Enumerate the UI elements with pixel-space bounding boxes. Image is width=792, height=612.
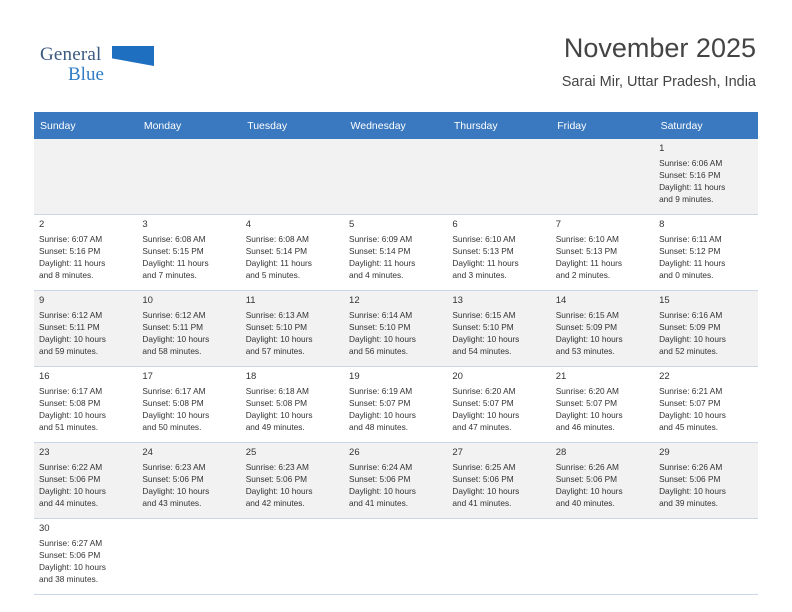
day-detail-line: Sunset: 5:06 PM	[452, 474, 514, 485]
weekday-header-saturday: Saturday	[654, 112, 757, 139]
day-detail-line: Daylight: 10 hours	[39, 562, 106, 573]
calendar-week-row	[34, 519, 758, 595]
calendar-day-cell[interactable]	[447, 443, 550, 519]
day-detail-line: and 3 minutes.	[452, 269, 507, 280]
day-detail-line: Sunset: 5:06 PM	[142, 474, 204, 485]
day-detail-line: Sunset: 5:11 PM	[142, 322, 204, 333]
calendar-empty-cell	[34, 139, 137, 215]
day-detail-line: and 40 minutes.	[555, 497, 615, 508]
day-detail-line: and 7 minutes.	[142, 269, 197, 280]
day-detail-line: Daylight: 10 hours	[659, 334, 726, 345]
location-subtitle: Sarai Mir, Uttar Pradesh, India	[561, 73, 756, 90]
calendar-day-cell[interactable]	[654, 367, 757, 443]
calendar-day-cell[interactable]	[654, 139, 757, 215]
calendar-day-cell[interactable]	[34, 291, 137, 367]
day-detail-line: Sunrise: 6:21 AM	[659, 386, 723, 397]
day-detail-line: Sunrise: 6:12 AM	[39, 310, 103, 321]
day-number: 11	[245, 295, 256, 306]
day-detail-line: Daylight: 11 hours	[659, 182, 726, 193]
day-detail-line: Sunset: 5:09 PM	[659, 322, 721, 333]
calendar-empty-cell	[654, 519, 757, 595]
day-detail-line: and 42 minutes.	[245, 497, 305, 508]
day-detail-line: Sunset: 5:15 PM	[142, 246, 204, 257]
day-detail-line: Sunset: 5:08 PM	[39, 398, 101, 409]
calendar-week-row	[34, 215, 758, 291]
day-detail-line: and 4 minutes.	[349, 269, 404, 280]
day-detail-line: Sunset: 5:06 PM	[659, 474, 721, 485]
day-detail-line: Sunset: 5:06 PM	[245, 474, 308, 485]
day-detail-line: Sunrise: 6:11 AM	[659, 234, 722, 245]
general-blue-logo	[40, 44, 160, 92]
day-detail-line: Sunrise: 6:19 AM	[349, 386, 413, 397]
day-detail-line: Daylight: 10 hours	[452, 410, 520, 421]
day-detail-line: Sunrise: 6:23 AM	[245, 462, 309, 473]
calendar-empty-cell	[447, 519, 550, 595]
day-detail-line: and 58 minutes.	[142, 345, 202, 356]
day-detail-line: and 8 minutes.	[39, 269, 94, 280]
day-detail-line: Sunrise: 6:18 AM	[245, 386, 309, 397]
day-number: 8	[659, 219, 665, 230]
day-detail-line: and 0 minutes.	[659, 269, 714, 280]
day-number: 21	[555, 371, 567, 382]
day-detail-line: and 2 minutes.	[555, 269, 611, 280]
calendar-day-cell[interactable]	[447, 291, 550, 367]
day-detail-line: Daylight: 11 hours	[245, 258, 312, 269]
day-detail-line: Sunrise: 6:17 AM	[142, 386, 206, 397]
day-detail-line: Daylight: 10 hours	[659, 486, 726, 497]
day-detail-line: and 43 minutes.	[142, 497, 202, 508]
day-detail-line: Sunrise: 6:10 AM	[452, 234, 516, 245]
day-detail-line: Sunrise: 6:13 AM	[245, 310, 309, 321]
weekday-header-wednesday: Wednesday	[344, 112, 447, 139]
day-detail-line: Daylight: 11 hours	[452, 258, 519, 269]
day-number: 24	[142, 447, 153, 458]
calendar-week-row	[34, 291, 758, 367]
calendar-empty-cell	[344, 139, 447, 215]
day-number: 20	[452, 371, 463, 382]
day-detail-line: Sunset: 5:13 PM	[452, 246, 514, 257]
day-detail-line: and 51 minutes.	[39, 421, 99, 432]
day-detail-line: Sunset: 5:13 PM	[555, 246, 618, 257]
day-detail-line: and 39 minutes.	[659, 497, 719, 508]
day-detail-line: Sunrise: 6:26 AM	[659, 462, 723, 473]
calendar-week-row	[34, 367, 758, 443]
day-detail-line: and 38 minutes.	[39, 573, 99, 584]
day-detail-line: Daylight: 10 hours	[245, 334, 313, 345]
day-number: 6	[452, 219, 458, 230]
day-detail-line: Daylight: 10 hours	[245, 486, 313, 497]
day-detail-line: and 56 minutes.	[349, 345, 409, 356]
day-detail-line: and 53 minutes.	[555, 345, 615, 356]
day-detail-line: Sunset: 5:14 PM	[245, 246, 308, 257]
day-detail-line: Daylight: 11 hours	[659, 258, 726, 269]
day-detail-line: Sunrise: 6:25 AM	[452, 462, 516, 473]
day-detail-line: Sunset: 5:16 PM	[659, 170, 721, 181]
day-number: 7	[555, 219, 562, 230]
weekday-header-row	[34, 112, 758, 139]
day-detail-line: Sunset: 5:09 PM	[555, 322, 618, 333]
calendar-week-row	[34, 443, 758, 519]
day-detail-line: Sunset: 5:07 PM	[349, 398, 411, 409]
calendar-day-cell[interactable]	[551, 215, 654, 291]
calendar-day-cell[interactable]	[551, 291, 654, 367]
calendar-day-cell[interactable]	[34, 367, 137, 443]
day-detail-line: Sunrise: 6:12 AM	[142, 310, 206, 321]
calendar-day-cell[interactable]	[137, 215, 240, 291]
day-detail-line: Daylight: 10 hours	[142, 486, 210, 497]
calendar-table	[34, 112, 758, 595]
calendar-empty-cell	[241, 519, 344, 595]
day-detail-line: Sunrise: 6:27 AM	[39, 538, 103, 549]
day-number: 12	[349, 295, 360, 306]
day-detail-line: and 50 minutes.	[142, 421, 202, 432]
calendar-day-cell[interactable]	[241, 443, 344, 519]
day-detail-line: Sunrise: 6:14 AM	[349, 310, 413, 321]
calendar-day-cell[interactable]	[344, 443, 447, 519]
calendar-empty-cell	[344, 519, 447, 595]
title-block	[562, 34, 756, 90]
day-detail-line: Sunrise: 6:22 AM	[39, 462, 103, 473]
day-detail-line: Sunrise: 6:24 AM	[349, 462, 413, 473]
day-detail-line: Sunset: 5:16 PM	[39, 246, 101, 257]
day-number: 19	[349, 371, 360, 382]
day-detail-line: Sunrise: 6:10 AM	[555, 234, 619, 245]
day-detail-line: Daylight: 10 hours	[39, 486, 106, 497]
page-header	[34, 28, 758, 98]
calendar-empty-cell	[241, 139, 344, 215]
day-number: 18	[245, 371, 257, 382]
day-number: 30	[39, 523, 50, 534]
day-detail-line: Sunrise: 6:26 AM	[555, 462, 619, 473]
weekday-header-thursday: Thursday	[447, 112, 550, 139]
day-detail-line: Daylight: 10 hours	[555, 334, 623, 345]
calendar-body	[34, 139, 758, 595]
logo-text-general: General	[40, 44, 102, 65]
day-detail-line: Sunrise: 6:15 AM	[555, 310, 619, 321]
day-detail-line: Sunrise: 6:20 AM	[452, 386, 516, 397]
day-number: 3	[142, 219, 148, 230]
day-detail-line: Sunset: 5:12 PM	[659, 246, 721, 257]
day-detail-line: and 41 minutes.	[452, 497, 512, 508]
day-detail-line: Sunset: 5:07 PM	[555, 398, 618, 409]
day-number: 13	[452, 295, 463, 306]
day-detail-line: Sunset: 5:06 PM	[39, 550, 101, 561]
day-detail-line: Daylight: 10 hours	[349, 334, 416, 345]
day-detail-line: Sunrise: 6:07 AM	[39, 234, 103, 245]
day-detail-line: Daylight: 11 hours	[39, 258, 106, 269]
weekday-header-friday: Friday	[551, 112, 654, 139]
calendar-day-cell[interactable]	[344, 215, 447, 291]
day-detail-line: Sunset: 5:10 PM	[349, 322, 411, 333]
calendar-day-cell[interactable]	[137, 291, 240, 367]
calendar-day-cell[interactable]	[137, 443, 240, 519]
day-detail-line: Daylight: 10 hours	[452, 486, 520, 497]
day-detail-line: Daylight: 11 hours	[349, 258, 416, 269]
day-detail-line: and 44 minutes.	[39, 497, 99, 508]
calendar-empty-cell	[551, 139, 654, 215]
day-number: 16	[39, 371, 50, 382]
day-detail-line: Sunrise: 6:17 AM	[39, 386, 103, 397]
day-number: 4	[245, 219, 251, 230]
day-number: 15	[659, 295, 670, 306]
day-number: 9	[39, 295, 45, 306]
day-number: 23	[39, 447, 50, 458]
day-detail-line: Daylight: 10 hours	[39, 334, 106, 345]
day-detail-line: and 59 minutes.	[39, 345, 99, 356]
calendar-empty-cell	[551, 519, 654, 595]
calendar-day-cell[interactable]	[241, 367, 344, 443]
calendar-day-cell[interactable]	[344, 291, 447, 367]
calendar-day-cell[interactable]	[654, 291, 757, 367]
day-detail-line: Sunrise: 6:20 AM	[555, 386, 619, 397]
day-number: 29	[659, 447, 670, 458]
calendar-empty-cell	[137, 139, 240, 215]
day-number: 1	[659, 143, 665, 154]
day-detail-line: Daylight: 10 hours	[452, 334, 520, 345]
logo-text-blue: Blue	[68, 64, 104, 85]
calendar-week-row	[34, 139, 758, 215]
day-detail-line: and 48 minutes.	[349, 421, 409, 432]
calendar-empty-cell	[137, 519, 240, 595]
day-detail-line: Sunset: 5:07 PM	[659, 398, 721, 409]
day-detail-line: Daylight: 10 hours	[555, 410, 623, 421]
day-detail-line: and 54 minutes.	[452, 345, 512, 356]
day-detail-line: Daylight: 10 hours	[349, 486, 416, 497]
day-detail-line: and 45 minutes.	[659, 421, 719, 432]
day-detail-line: Sunrise: 6:08 AM	[245, 234, 309, 245]
calendar-day-cell[interactable]	[551, 367, 654, 443]
day-detail-line: and 57 minutes.	[245, 345, 305, 356]
day-detail-line: and 46 minutes.	[555, 421, 615, 432]
day-number: 28	[555, 447, 567, 458]
calendar-day-cell[interactable]	[447, 215, 550, 291]
day-detail-line: and 5 minutes.	[245, 269, 301, 280]
day-detail-line: Daylight: 11 hours	[142, 258, 209, 269]
day-detail-line: Sunset: 5:08 PM	[142, 398, 204, 409]
day-number: 22	[659, 371, 670, 382]
calendar-day-cell[interactable]	[447, 367, 550, 443]
day-detail-line: and 52 minutes.	[659, 345, 719, 356]
day-number: 5	[349, 219, 355, 230]
day-number: 17	[142, 371, 153, 382]
day-number: 26	[349, 447, 360, 458]
day-detail-line: Sunset: 5:07 PM	[452, 398, 514, 409]
calendar-day-cell[interactable]	[241, 215, 344, 291]
weekday-header-monday: Monday	[137, 112, 240, 139]
day-detail-line: Sunset: 5:10 PM	[245, 322, 308, 333]
day-number: 2	[39, 219, 45, 230]
calendar-day-cell[interactable]	[34, 443, 137, 519]
day-number: 27	[452, 447, 463, 458]
calendar-day-cell[interactable]	[34, 519, 137, 595]
day-detail-line: Sunrise: 6:16 AM	[659, 310, 723, 321]
calendar-day-cell[interactable]	[34, 215, 137, 291]
day-detail-line: Sunset: 5:14 PM	[349, 246, 411, 257]
day-detail-line: and 41 minutes.	[349, 497, 409, 508]
day-detail-line: and 9 minutes.	[659, 193, 714, 204]
calendar-day-cell[interactable]	[551, 443, 654, 519]
day-detail-line: Daylight: 10 hours	[142, 334, 210, 345]
day-detail-line: Sunset: 5:06 PM	[555, 474, 618, 485]
day-number: 25	[245, 447, 257, 458]
calendar-day-cell[interactable]	[241, 291, 344, 367]
page-title: November 2025	[563, 33, 756, 63]
day-detail-line: Daylight: 10 hours	[39, 410, 106, 421]
flag-icon	[112, 46, 154, 66]
day-detail-line: Sunset: 5:11 PM	[39, 322, 100, 333]
day-number: 14	[555, 295, 567, 306]
day-number: 10	[142, 295, 153, 306]
calendar-day-cell[interactable]	[654, 443, 757, 519]
day-detail-line: Sunrise: 6:09 AM	[349, 234, 413, 245]
day-detail-line: Daylight: 10 hours	[349, 410, 416, 421]
weekday-header-tuesday: Tuesday	[241, 112, 344, 139]
day-detail-line: Sunset: 5:06 PM	[39, 474, 101, 485]
day-detail-line: Sunset: 5:08 PM	[245, 398, 308, 409]
day-detail-line: Daylight: 10 hours	[245, 410, 313, 421]
day-detail-line: Sunrise: 6:08 AM	[142, 234, 206, 245]
calendar-day-cell[interactable]	[344, 367, 447, 443]
day-detail-line: Sunset: 5:10 PM	[452, 322, 514, 333]
day-detail-line: Daylight: 11 hours	[555, 258, 622, 269]
day-detail-line: Sunrise: 6:15 AM	[452, 310, 516, 321]
weekday-header-sunday: Sunday	[34, 112, 137, 139]
day-detail-line: and 47 minutes.	[452, 421, 512, 432]
day-detail-line: Daylight: 10 hours	[659, 410, 726, 421]
day-detail-line: Daylight: 10 hours	[142, 410, 210, 421]
calendar-empty-cell	[447, 139, 550, 215]
day-detail-line: Sunset: 5:06 PM	[349, 474, 411, 485]
day-detail-line: Sunrise: 6:06 AM	[659, 158, 723, 169]
calendar-day-cell[interactable]	[654, 215, 757, 291]
calendar-day-cell[interactable]	[137, 367, 240, 443]
day-detail-line: Daylight: 10 hours	[555, 486, 623, 497]
day-detail-line: Sunrise: 6:23 AM	[142, 462, 206, 473]
day-detail-line: and 49 minutes.	[245, 421, 305, 432]
